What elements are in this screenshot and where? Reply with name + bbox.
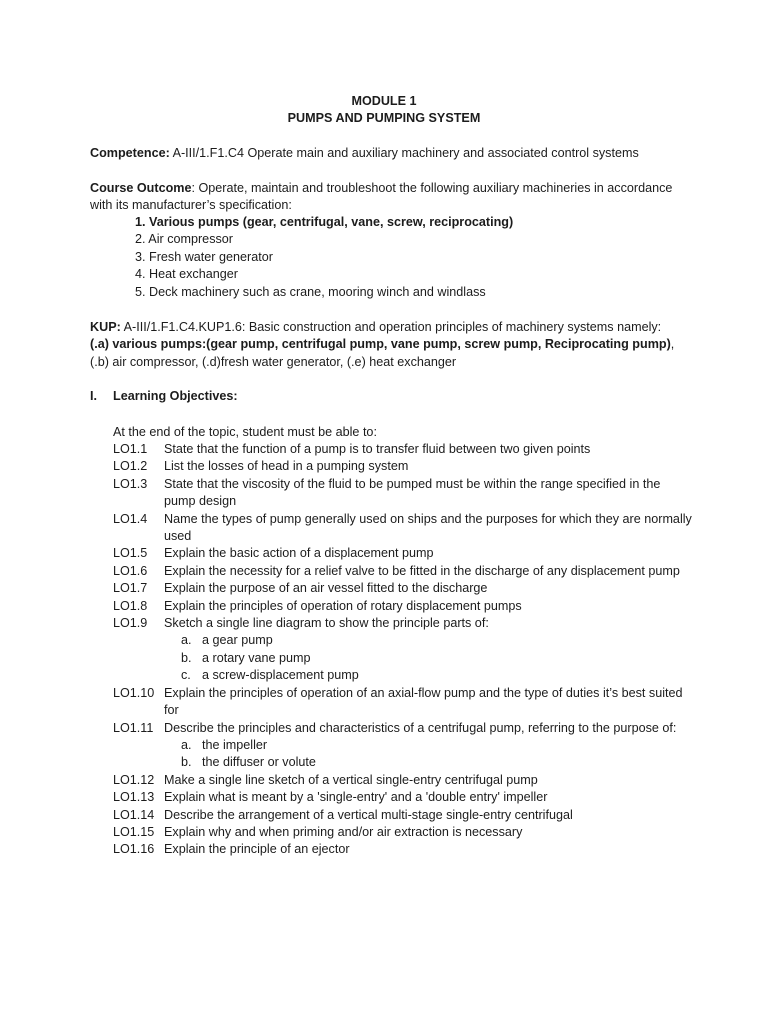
subitem-letter: b. [181, 755, 192, 770]
list-item: 1. Various pumps (gear, centrifugal, vane, screw, reciprocating) [135, 215, 514, 229]
section-title: Learning Objectives: [113, 389, 238, 403]
course-outcome-text: : Operate, maintain and troubleshoot the following auxiliary machineries in accordance with its manufacturer’s specification: [90, 181, 673, 213]
objective-code: LO1.16 [113, 842, 155, 857]
objective-text: Explain the necessity for a relief valve to be fitted in the discharge of any displacement pump [164, 563, 680, 578]
objective-text: Explain the purpose of an air vessel fitted to the discharge [164, 581, 488, 596]
objective-subitem [113, 667, 693, 684]
subitem-letter: b. [181, 650, 192, 665]
subitem-letter: c. [181, 668, 191, 683]
learning-objectives-list [113, 441, 693, 859]
objective-text: Explain the basic action of a displacement pump [164, 546, 434, 561]
objective-text: State that the function of a pump is to transfer fluid between two given points [164, 442, 591, 456]
list-item: 3. Fresh water generator [135, 249, 273, 264]
objective-code: LO1.10 [113, 685, 155, 700]
objective-subitem [113, 632, 693, 649]
list-item: 5. Deck machinery such as crane, mooring winch and windlass [135, 284, 486, 299]
objective-text: List the losses of head in a pumping system [164, 459, 409, 474]
objective-text: Explain why and when priming and/or air extraction is necessary [164, 824, 523, 839]
objective-code: LO1.8 [113, 598, 148, 613]
learning-objective [113, 772, 693, 789]
module-title: MODULE 1 [351, 94, 417, 108]
objective-text: Explain what is meant by a 'single-entry' and a 'double entry' impeller [164, 790, 548, 805]
course-outcome-paragraph [90, 180, 690, 215]
learning-objective [113, 685, 693, 720]
subitem-text: a screw-displacement pump [202, 668, 359, 683]
objective-code: LO1.7 [113, 581, 148, 596]
learning-objective [113, 563, 693, 580]
section-heading [90, 388, 690, 405]
subitem-text: the diffuser or volute [202, 755, 316, 770]
subitem-text: a rotary vane pump [202, 650, 311, 665]
learning-objective [113, 458, 693, 475]
objective-text: Explain the principle of an ejector [164, 842, 350, 857]
objective-code: LO1.9 [113, 616, 148, 631]
learning-objective [113, 824, 693, 841]
objective-text: Name the types of pump generally used on ships and the purposes for which they are normally used [164, 511, 692, 544]
objective-code: LO1.14 [113, 807, 155, 822]
competence-text: A-III/1.F1.C4 Operate main and auxiliary machinery and associated control systems [169, 146, 639, 160]
objective-text: Describe the principles and characteristics of a centrifugal pump, referring to the purpose of: [164, 720, 677, 735]
objective-code: LO1.11 [113, 720, 154, 735]
competence-paragraph [90, 145, 690, 162]
objective-subitem [113, 650, 693, 667]
objective-subitem [113, 737, 693, 754]
kup-label: KUP: [90, 320, 121, 334]
subitem-text: the impeller [202, 737, 268, 752]
learning-objective [113, 476, 693, 511]
objective-text: Explain the principles of operation of an axial-flow pump and the type of duties it’s best suited for [164, 685, 683, 718]
objective-code: LO1.4 [113, 511, 148, 526]
objective-code: LO1.12 [113, 772, 155, 787]
objectives-intro: At the end of the topic, student must be able to: [113, 425, 377, 439]
kup-text: A-III/1.F1.C4.KUP1.6: Basic construction and operation principles of machinery systems namely: [120, 320, 662, 334]
list-item: 2. Air compressor [135, 232, 233, 247]
objective-text: Sketch a single line diagram to show the principle parts of: [164, 616, 489, 631]
learning-objective [113, 598, 693, 615]
objective-code: LO1.3 [113, 476, 148, 491]
list-item: 4. Heat exchanger [135, 267, 238, 282]
learning-objective [113, 841, 693, 858]
objective-code: LO1.13 [113, 790, 155, 805]
learning-objective [113, 545, 693, 562]
objective-code: LO1.6 [113, 563, 148, 578]
subitem-letter: a. [181, 633, 192, 648]
objective-code: LO1.15 [113, 824, 155, 839]
course-outcome-list [135, 214, 695, 301]
learning-objective [113, 615, 693, 632]
competence-label: Competence: [90, 146, 170, 160]
subitem-letter: a. [181, 737, 192, 752]
kup-bold-text: (.a) various pumps:(gear pump, centrifugal pump, vane pump, screw pump, Reciprocating pump) [90, 337, 671, 352]
objective-code: LO1.1 [113, 442, 148, 456]
learning-objective [113, 580, 693, 597]
module-subtitle: PUMPS AND PUMPING SYSTEM [287, 111, 481, 125]
course-outcome-label: Course Outcome [90, 181, 192, 195]
kup-rest-text: , (.b) air compressor, (.d)fresh water generator, (.e) heat exchanger [90, 337, 675, 369]
learning-objective [113, 807, 693, 824]
objective-text: Make a single line sketch of a vertical single-entry centrifugal pump [164, 772, 538, 787]
section-number: I. [90, 389, 97, 403]
objective-text: Describe the arrangement of a vertical multi-stage single-entry centrifugal [164, 807, 573, 822]
kup-paragraph [90, 319, 690, 371]
objective-subitem [113, 754, 693, 771]
learning-objective [113, 511, 693, 546]
subitem-text: a gear pump [202, 633, 273, 648]
learning-objective [113, 441, 693, 458]
objective-code: LO1.2 [113, 459, 148, 474]
objective-text: Explain the principles of operation of rotary displacement pumps [164, 598, 522, 613]
learning-objective [113, 789, 693, 806]
learning-objective [113, 720, 693, 737]
objective-text: State that the viscosity of the fluid to be pumped must be within the range specified in the pump design [164, 476, 661, 509]
objective-code: LO1.5 [113, 546, 148, 561]
